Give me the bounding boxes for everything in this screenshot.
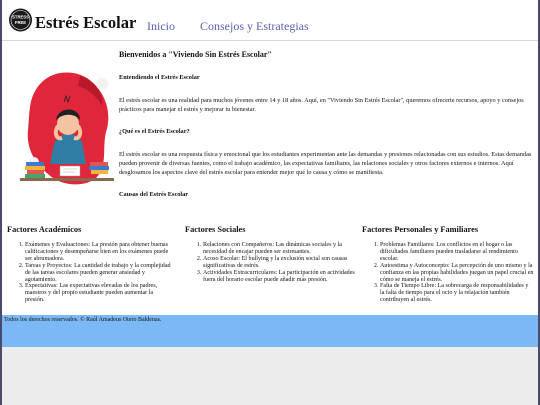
nav-link-inicio[interactable]: Inicio bbox=[147, 19, 175, 33]
list-item: 2. Tareas y Proyectos: La cantidad de trabajo y la complejidad de las tareas escolares pueden generar ansiedad y agotamiento. bbox=[25, 263, 172, 284]
list-item: 3. Actividades Extracurriculares: La participación en actividades fuera del horario escolar puede añadir más presión. bbox=[203, 270, 355, 284]
section-title-entendiendo: Entendiendo el Estrés Escolar bbox=[119, 74, 200, 81]
section-title-causas: Causas del Estrés Escolar bbox=[119, 191, 189, 198]
list-item: 3. Expectativas: Las expectativas elevadas de los padres, maestros y del propio estudiante pueden aumentar la presión. bbox=[25, 283, 172, 304]
factors-section bbox=[2, 221, 538, 315]
intro-content bbox=[119, 47, 533, 213]
copyright-text: Todos los derechos reservados. © Raúl Amadeus Otero Baldenas. bbox=[4, 317, 162, 323]
site-header bbox=[2, 0, 538, 41]
main-content bbox=[2, 41, 538, 221]
page-background bbox=[2, 347, 538, 405]
svg-text:STRESS: STRESS bbox=[12, 14, 29, 20]
nav-link-consejos[interactable]: Consejos y Estrategias bbox=[200, 19, 309, 33]
list-item: 1. Exámenes y Evaluaciones: La presión para obtener buenas calificaciones y desempeñarse bien en los exámenes puede ser abrumadora. bbox=[25, 242, 172, 263]
section-text-que-es: El estrés escolar es una respuesta física y emocional que los estudiantes experimentan ante las demandas y presiones relacionadas con sus estudios. Estas demandas pueden provenir de diversas fuentes, como el trabajo académico, las expectativas familiares, las relaciones sociales y otros factores externos e internos. Aquí desglosamos los aspectos clave del estrés escolar para entender mejor qué lo causa y cómo se manifiesta. bbox=[119, 151, 532, 176]
factors-title: Factores Sociales bbox=[185, 225, 246, 234]
list-item: 3. Falta de Tiempo Libre: La sobrecarga de responsabilidades y la falta de tiempo para el ocio y la relajación también contribuyen al estrés. bbox=[380, 283, 534, 304]
section-title-que-es: ¿Qué es el Estrés Escolar? bbox=[119, 128, 190, 135]
factors-list bbox=[362, 242, 534, 304]
factors-list bbox=[7, 242, 172, 304]
factors-title: Factores Personales y Familiares bbox=[362, 225, 479, 234]
list-item: 2. Autoestima y Autoconcepto: La percepción de uno mismo y la confianza en las propias habilidades juegan un papel crucial en cómo se maneja el estrés. bbox=[380, 263, 534, 284]
site-title: Estrés Escolar bbox=[35, 13, 137, 32]
stressed-student-illustration bbox=[20, 66, 114, 192]
list-item: 1. Relaciones con Compañeros: Las dinámicas sociales y la necesidad de encajar pueden ser estresantes. bbox=[203, 242, 355, 256]
factors-title: Factores Académicos bbox=[7, 225, 82, 234]
welcome-heading: Bienvenidos a "Viviendo Sin Estrés Escolar" bbox=[119, 50, 272, 59]
factors-column-academicos bbox=[7, 225, 172, 304]
factors-column-personales bbox=[362, 225, 534, 304]
list-item: 2. Acoso Escolar: El bullying y la exclusión social son causas significativas de estrés. bbox=[203, 256, 355, 270]
list-item: 1. Problemas Familiares: Los conflictos en el hogar o las dificultades familiares pueden trasladarse al rendimiento escolar. bbox=[380, 242, 534, 263]
section-text-entendiendo: El estrés escolar es una realidad para muchos jóvenes entre 14 y 18 años. Aquí, en "Viviendo Sin Estrés Escolar", queremos ofrecerte recursos, apoyo y consejos prácticos para manejar el estrés y mejorar tu bienestar. bbox=[119, 97, 524, 113]
factors-column-sociales bbox=[185, 225, 355, 283]
factors-list bbox=[185, 242, 355, 283]
svg-text:FREE: FREE bbox=[14, 20, 27, 25]
site-footer bbox=[2, 315, 538, 347]
stress-free-logo bbox=[8, 5, 33, 35]
